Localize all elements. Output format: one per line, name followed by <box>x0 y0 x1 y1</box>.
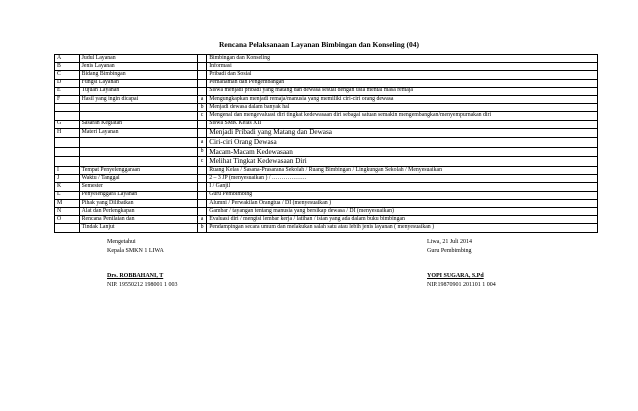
signature-right-name: YOPI SUGARA, S.Pd <box>427 273 484 279</box>
row-sub: a <box>197 138 206 148</box>
row-sub <box>197 120 206 128</box>
signature-right <box>427 238 496 290</box>
signature-left <box>107 238 178 290</box>
row-label: Penyelenggara Layanan <box>79 191 197 199</box>
row-sub <box>197 63 206 71</box>
row-code: I <box>55 167 80 175</box>
row-sub <box>197 183 206 191</box>
table-row <box>55 157 598 167</box>
row-code <box>55 112 80 120</box>
row-value: Guru Pembimbing <box>207 191 598 199</box>
row-label <box>79 112 197 120</box>
row-label: Tujuan Layanan <box>79 87 197 95</box>
table-row <box>55 120 598 128</box>
row-label: Sasaran Kegiatan <box>79 120 197 128</box>
table-row <box>55 167 598 175</box>
row-label: Waktu / Tanggal <box>79 175 197 183</box>
table-row <box>55 191 598 199</box>
row-code <box>55 104 80 112</box>
table-row <box>55 138 598 148</box>
table-row <box>55 199 598 207</box>
row-code <box>55 147 80 157</box>
signature-right-line1: Liwa, 21 Juli 2014 <box>427 239 472 245</box>
row-sub <box>197 87 206 95</box>
row-value: Pribadi dan Sosial <box>207 71 598 79</box>
row-value: Gambar / tayangan tentang manusia yang bersikap dewasa / DI (menyesuaikan) <box>207 208 598 216</box>
row-value: Bimbingan dan Konseling <box>207 55 598 63</box>
row-value: 2 – 3 JP (menyesuaikan ) / ……………… <box>207 175 598 183</box>
row-code: H <box>55 128 80 138</box>
row-value: Mengenal dan mengevaluasi diri tingkat kedewasaan diri sebagai satuan semakin mengembangkan/menyempurnakan diri <box>207 112 598 120</box>
row-code <box>55 157 80 167</box>
table-row <box>55 104 598 112</box>
row-sub: a <box>197 95 206 103</box>
row-label: Pihak yang Dilibatkan <box>79 199 197 207</box>
row-label: Judul Layanan <box>79 55 197 63</box>
row-label: Alat dan Perlengkapan <box>79 208 197 216</box>
row-value: Mengungkapkan menjadi remaja/manusia yang memiliki ciri-ciri orang dewasa <box>207 95 598 103</box>
table-row <box>55 79 598 87</box>
row-value: Pendampingan secara umum dan melakukan salah satu atau lebih jenis layanan ( menyesuaikan ) <box>207 224 598 232</box>
row-code: O <box>55 216 80 224</box>
row-sub: b <box>197 104 206 112</box>
row-code <box>55 224 80 232</box>
table-row <box>55 224 598 232</box>
row-code: C <box>55 71 80 79</box>
row-sub: a <box>197 216 206 224</box>
row-code: B <box>55 63 80 71</box>
row-code: M <box>55 199 80 207</box>
table-row <box>55 87 598 95</box>
table-row <box>55 175 598 183</box>
row-sub <box>197 208 206 216</box>
row-value: Macam-Macam Kedewasaan <box>207 147 598 157</box>
table-row <box>55 128 598 138</box>
signature-left-line2: Kepala SMKN 1 LIWA <box>107 248 164 254</box>
row-label: Semester <box>79 183 197 191</box>
row-label: Materi Layanan <box>79 128 197 138</box>
row-sub <box>197 175 206 183</box>
row-sub <box>197 191 206 199</box>
row-label: Tempat Penyelenggaraan <box>79 167 197 175</box>
row-label: Tindak Lanjut <box>79 224 197 232</box>
table-row <box>55 71 598 79</box>
row-value: Menjadi dewasa dalam banyak hal <box>207 104 598 112</box>
row-code: L <box>55 191 80 199</box>
row-label: Hasil yang ingin dicapai <box>79 95 197 103</box>
row-code: E <box>55 87 80 95</box>
row-value: Ciri-ciri Orang Dewasa <box>207 138 598 148</box>
signature-left-nip: NIP. 19550212 198001 1 003 <box>107 282 178 288</box>
table-row <box>55 63 598 71</box>
row-sub <box>197 167 206 175</box>
row-sub: c <box>197 157 206 167</box>
signature-right-line2: Guru Pembimbing <box>427 248 472 254</box>
row-sub <box>197 79 206 87</box>
row-value: I / Ganjil <box>207 183 598 191</box>
table-row <box>55 147 598 157</box>
row-sub: b <box>197 147 206 157</box>
row-code: G <box>55 120 80 128</box>
row-value: Siswa menjadi pribadi yang matang dan dewasa sesuai dengan usia mental masa remaja <box>207 87 598 95</box>
row-code: K <box>55 183 80 191</box>
row-value: Evaluasi diri / mengisi lembar kerja / latihan / isian yang ada dalam buku bimbingan <box>207 216 598 224</box>
row-value: Alumni / Perwakilan Orangtua / DI (menyesuaikan ) <box>207 199 598 207</box>
row-sub: b <box>197 224 206 232</box>
row-value: Siswa SMK Kelas XII <box>207 120 598 128</box>
row-value: Pemahaman dan Pengembangan <box>207 79 598 87</box>
row-value: Melihat Tingkat Kedewasaan Diri <box>207 157 598 167</box>
table-row <box>55 112 598 120</box>
row-sub: c <box>197 112 206 120</box>
table-row <box>55 55 598 63</box>
plan-table <box>54 54 598 233</box>
document-title: Rencana Pelaksanaan Layanan Bimbingan dan Konseling (04) <box>218 40 420 49</box>
row-code: J <box>55 175 80 183</box>
table-row <box>55 183 598 191</box>
row-code: D <box>55 79 80 87</box>
row-code: F <box>55 95 80 103</box>
row-label: Fungsi Layanan <box>79 79 197 87</box>
table-row <box>55 208 598 216</box>
row-value: Ruang Kelas / Sasana-Prasarana Sekolah / Ruang Bimbingan / Lingkungan Sekolah / Menyesuaikan <box>207 167 598 175</box>
row-value: Menjadi Pribadi yang Matang dan Dewasa <box>207 128 598 138</box>
signature-left-line1: Mengetahui <box>107 239 136 245</box>
row-label: Rencana Penilaian dan <box>79 216 197 224</box>
row-sub <box>197 199 206 207</box>
row-code: N <box>55 208 80 216</box>
row-label <box>79 138 197 148</box>
row-sub <box>197 128 206 138</box>
table-row <box>55 216 598 224</box>
signature-right-nip: NIP.19870901 201101 1 004 <box>427 282 496 288</box>
row-value: Informasi <box>207 63 598 71</box>
row-sub <box>197 71 206 79</box>
row-label <box>79 104 197 112</box>
row-code: A <box>55 55 80 63</box>
row-label: Bidang Bimbingan <box>79 71 197 79</box>
signature-left-name: Drs. ROBBAHANI, T <box>107 273 164 279</box>
row-label <box>79 147 197 157</box>
table-row <box>55 95 598 103</box>
row-label: Jenis Layanan <box>79 63 197 71</box>
row-label <box>79 157 197 167</box>
row-code <box>55 138 80 148</box>
row-sub <box>197 55 206 63</box>
plan-table-body <box>55 55 598 233</box>
